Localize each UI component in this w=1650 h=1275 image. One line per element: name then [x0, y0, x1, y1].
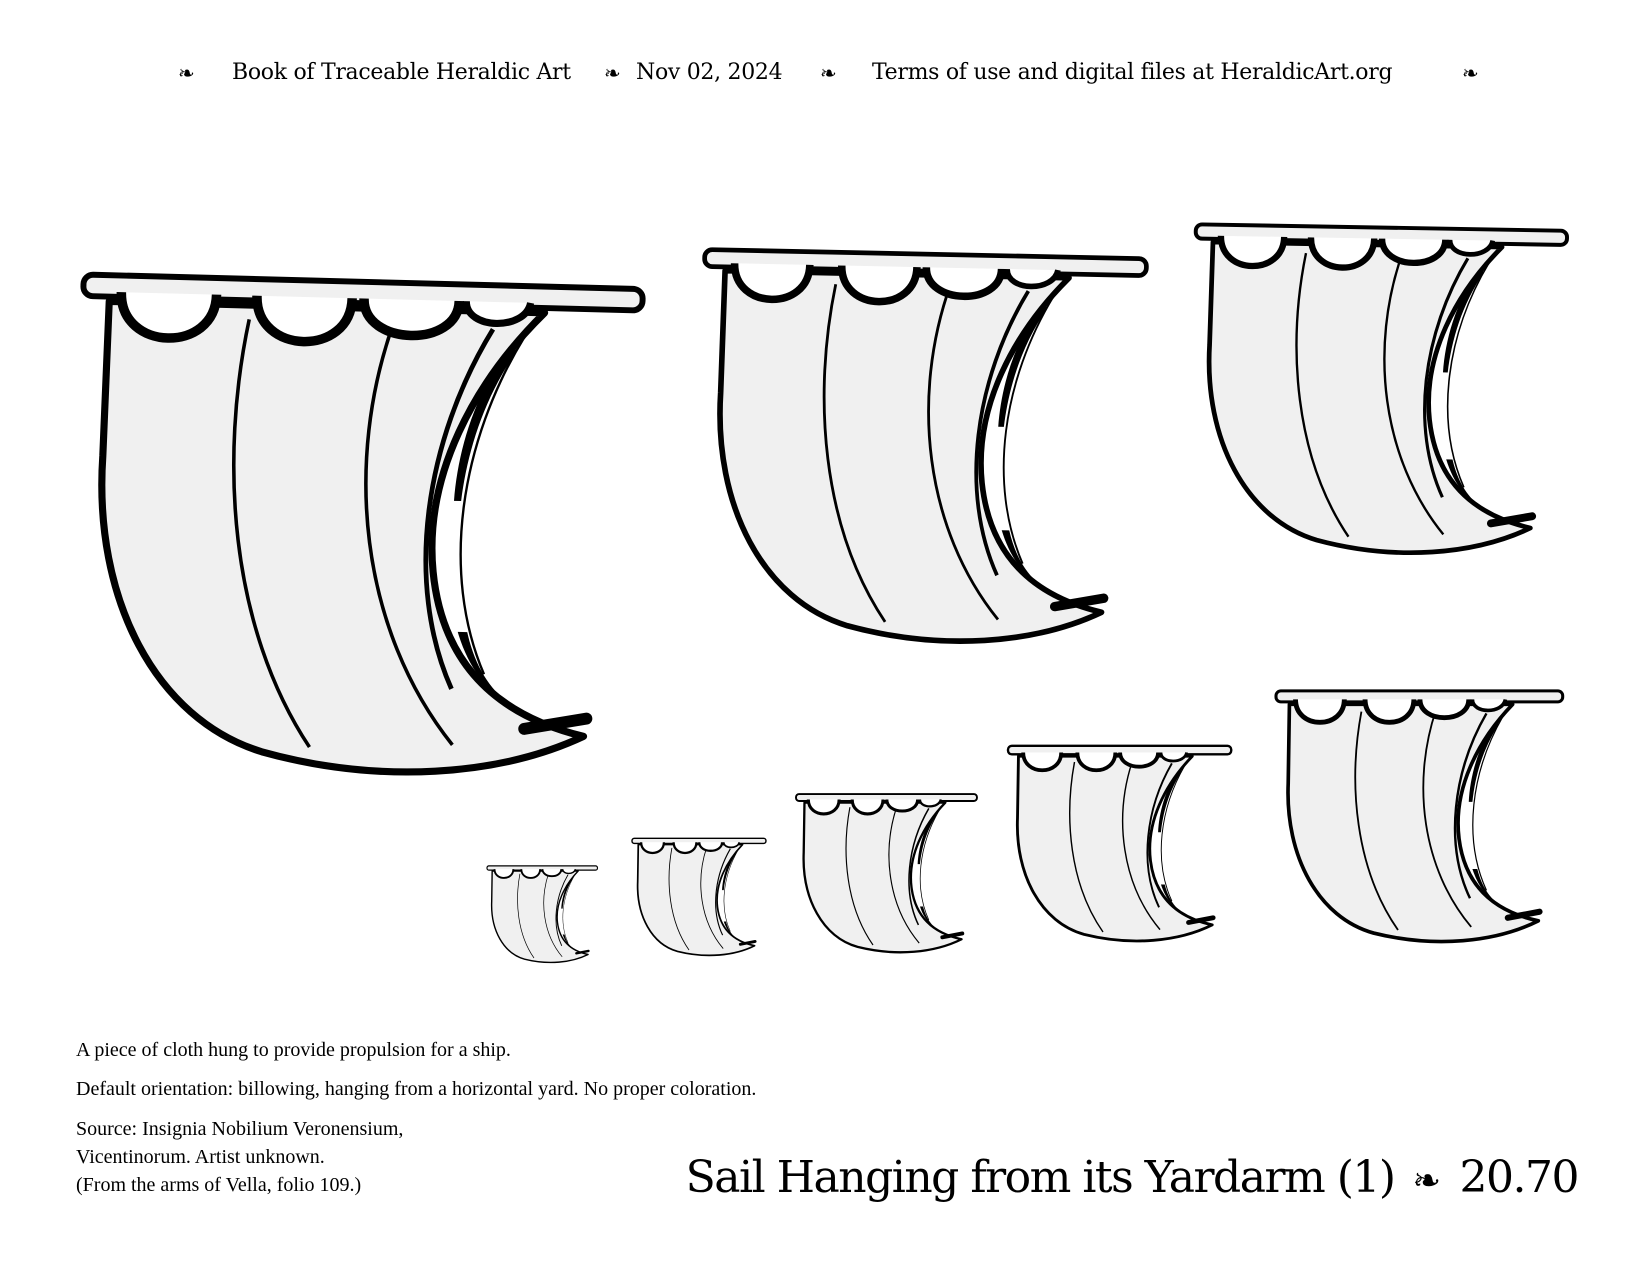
sail-large [71, 275, 643, 778]
sail-small-4 [1008, 746, 1231, 941]
description-line: A piece of cloth hung to provide propulsion for a ship. [76, 1039, 511, 1061]
sail-small-3 [796, 794, 977, 952]
source-line: (From the arms of Vella, folio 109.) [76, 1174, 362, 1196]
sail-small-2 [632, 838, 766, 955]
book-title: Book of Traceable Heraldic Art [232, 60, 571, 85]
fleuron-icon: ❧ [1412, 1161, 1440, 1201]
fleuron-icon: ❧ [604, 61, 621, 85]
page-title [686, 1148, 1578, 1211]
terms-label: Terms of use and digital files at HeraldicArt.org [872, 60, 1393, 85]
source-line: Vicentinorum. Artist unknown. [76, 1146, 325, 1168]
fleuron-icon: ❧ [1462, 61, 1479, 85]
sail-small-1 [487, 866, 597, 963]
sail-medium-1 [697, 250, 1147, 645]
sail-medium-2 [1190, 224, 1567, 555]
fleuron-icon: ❧ [178, 61, 195, 85]
source-line: Source: Insignia Nobilium Veronensium, [76, 1118, 404, 1140]
fleuron-icon: ❧ [820, 61, 837, 85]
date-label: Nov 02, 2024 [636, 60, 783, 85]
sail-small-5 [1276, 691, 1563, 942]
orientation-line: Default orientation: billowing, hanging from a horizontal yard. No proper coloration. [76, 1078, 757, 1100]
title-number: 20.70 [1459, 1152, 1578, 1203]
title-text: Sail Hanging from its Yardarm (1) [685, 1152, 1395, 1203]
